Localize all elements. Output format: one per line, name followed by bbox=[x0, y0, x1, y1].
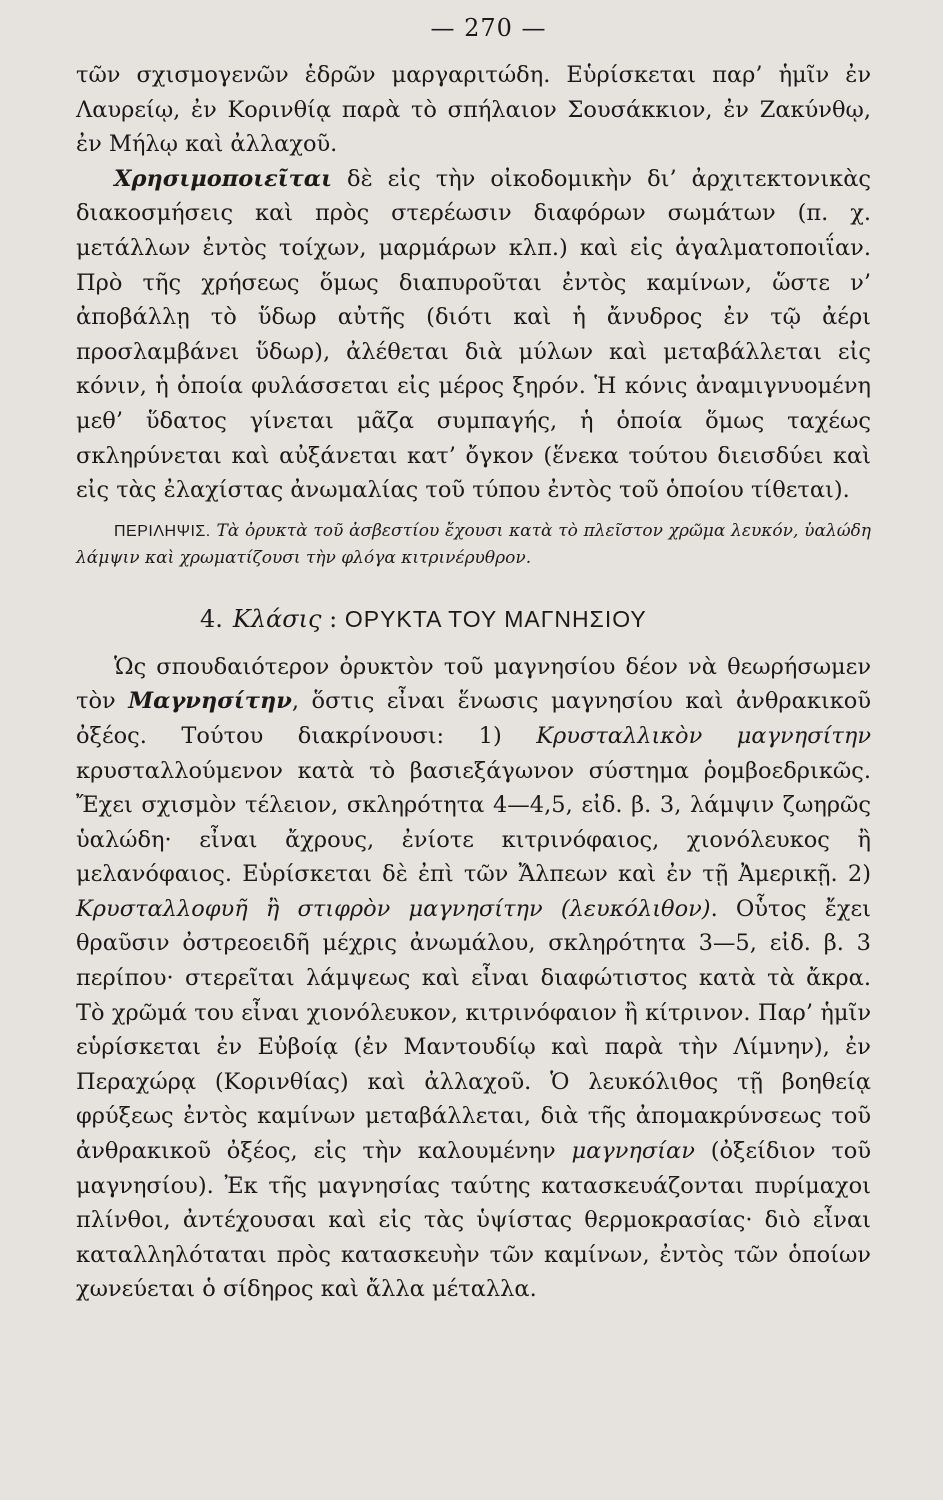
section-heading bbox=[76, 602, 871, 636]
section-class-label: Κλάσις bbox=[232, 604, 322, 633]
text-run: . Οὗτος ἔχει θραῦσιν ὀστρεοειδῆ μέχρις ἀνωμάλου, σκληρότητα 3—5, εἰδ. β. 3 περίπου· στερεῖται λάμψεως καὶ εἶναι διαφώτιστος κατὰ τὰ ἄκρα. Τὸ χρῶμά του εἶναι χιονόλευκον, κιτρινόφαιον ἢ κίτρινον. Παρ’ ἡμῖν εὑρίσκεται ἐν Εὐβοίᾳ (ἐν Μαντουδίῳ καὶ παρὰ τὴν Λίμνην), ἐν Περαχώρᾳ (Κορινθίας) καὶ ἀλλαχοῦ. Ὁ λευκόλιθος τῇ βοηθείᾳ φρύξεως ἐντὸς καμίνων μεταβάλλεται, διὰ τῆς ἀπομακρύνσεως τοῦ ἀνθρακικοῦ ὀξέος, εἰς τὴν καλουμένην bbox=[76, 895, 871, 1165]
term-crystalline-magnesite: Κρυσταλλικὸν μαγνησίτην bbox=[536, 722, 871, 749]
summary-label: ΠΕΡΙΛΗΨΙΣ. bbox=[114, 522, 211, 540]
paragraph-body: δὲ εἰς τὴν οἰκοδομικὴν δι’ ἀρχιτεκτονικὰς διακοσμήσεις καὶ πρὸς στερέωσιν διαφόρων σωμάτων (π. χ. μετάλλων ἐντὸς τοίχων, μαρμάρων κλπ.) καὶ εἰς ἀγαλματοποιΐαν. Πρὸ τῆς χρήσεως ὅμως διαπυροῦται ἐντὸς καμίνων, ὥστε ν’ ἀποβάλλῃ τὸ ὕδωρ αὐτῆς (διότι καὶ ἡ ἄνυδρος ἐν τῷ ἀέρι προσλαμβάνει ὕδωρ), ἀλέθεται διὰ μύλων καὶ μεταβάλλεται εἰς κόνιν, ἡ ὁποία φυλάσσεται εἰς μέρος ξηρόν. Ἡ κόνις ἀναμιγνυομένη μεθ’ ὕδατος γίνεται μᾶζα συμπαγής, ἡ ὁποία ὅμως ταχέως σκληρύνεται καὶ αὐξάνεται κατ’ ὄγκον (ἕνεκα τούτου διεισδύει καὶ εἰς τὰς ἐλαχίστας ἀνωμαλίας τοῦ τύπου ἐντὸς τοῦ ὁποίου τίθεται). bbox=[76, 165, 871, 504]
text-run: Ὡς σπουδαιότερον ὀρυκτὸν τοῦ μαγνησίου δέον νὰ θεωρήσωμεν τὸν bbox=[76, 653, 871, 715]
page-number: — 270 — bbox=[430, 14, 547, 42]
term-compact-magnesite: Κρυσταλλοφυῆ ἢ στιφρὸν μαγνησίτην (λευκόλιθον) bbox=[76, 895, 711, 922]
term-magnesite: Μαγνησίτην bbox=[128, 688, 292, 715]
text-run: κρυσταλλούμενον κατὰ τὸ βασιεξάγωνον σύστημα ῥομβοεδρικῶς. Ἔχει σχισμὸν τέλειον, σκληρότητα 4—4,5, εἰδ. β. 3, λάμψιν ζωηρῶς ὑαλώδη· εἶναι ἄχρους, ἐνίοτε κιτρινόφαιος, χιονόλευκος ἢ μελανόφαιος. Εὑρίσκεται δὲ ἐπὶ τῶν Ἄλπεων καὶ ἐν τῇ Ἀμερικῇ. 2) bbox=[76, 757, 871, 888]
summary-note bbox=[76, 518, 871, 572]
summary-text: Τὰ ὀρυκτὰ τοῦ ἀσβεστίου ἔχουσι κατὰ τὸ πλεῖστον χρῶμα λευκόν, ὑαλώδη λάμψιν καὶ χρωματίζουσι τὴν φλόγα κιτρινέρυθρον. bbox=[76, 520, 871, 568]
paragraph-gypsum-uses bbox=[76, 162, 871, 508]
text-run: (ὀξείδιον τοῦ μαγνησίου). Ἐκ τῆς μαγνησίας ταύτης κατασκευάζονται πυρίμαχοι πλίνθοι, ἀντέχουσαι καὶ εἰς τὰς ὑψίστας θερμοκρασίας· διὸ εἶναι καταλληλόταται πρὸς κατασκευὴν τῶν καμίνων, ἐντὸς τῶν ὁποίων χωνεύεται ὁ σίδηρος καὶ ἄλλα μέταλλα. bbox=[76, 1138, 871, 1303]
text-run: , ὅστις εἶναι ἕνωσις μαγνησίου καὶ ἀνθρακικοῦ ὀξέος. Τούτου διακρίνουσι: 1) bbox=[76, 688, 872, 749]
section-number: 4. bbox=[200, 604, 223, 633]
term-magnesia: μαγνησίαν bbox=[571, 1138, 695, 1165]
section-separator: : bbox=[321, 604, 345, 633]
section-title: ΟΡΥΚΤΑ ΤΟΥ ΜΑΓΝΗΣΙΟΥ bbox=[344, 605, 647, 632]
paragraph-gypsum-locations: τῶν σχισμογενῶν ἑδρῶν μαργαριτώδη. Εὑρίσκεται παρ’ ἡμῖν ἐν Λαυρείῳ, ἐν Κορινθίᾳ παρὰ τὸ σπήλαιον Σουσάκκιον, ἐν Ζακύνθῳ, ἐν Μήλῳ καὶ ἀλλαχοῦ. bbox=[76, 62, 871, 158]
paragraph-magnesite bbox=[76, 650, 871, 1307]
paragraph-lead-term: Χρησιμοποιεῖται bbox=[114, 165, 333, 192]
